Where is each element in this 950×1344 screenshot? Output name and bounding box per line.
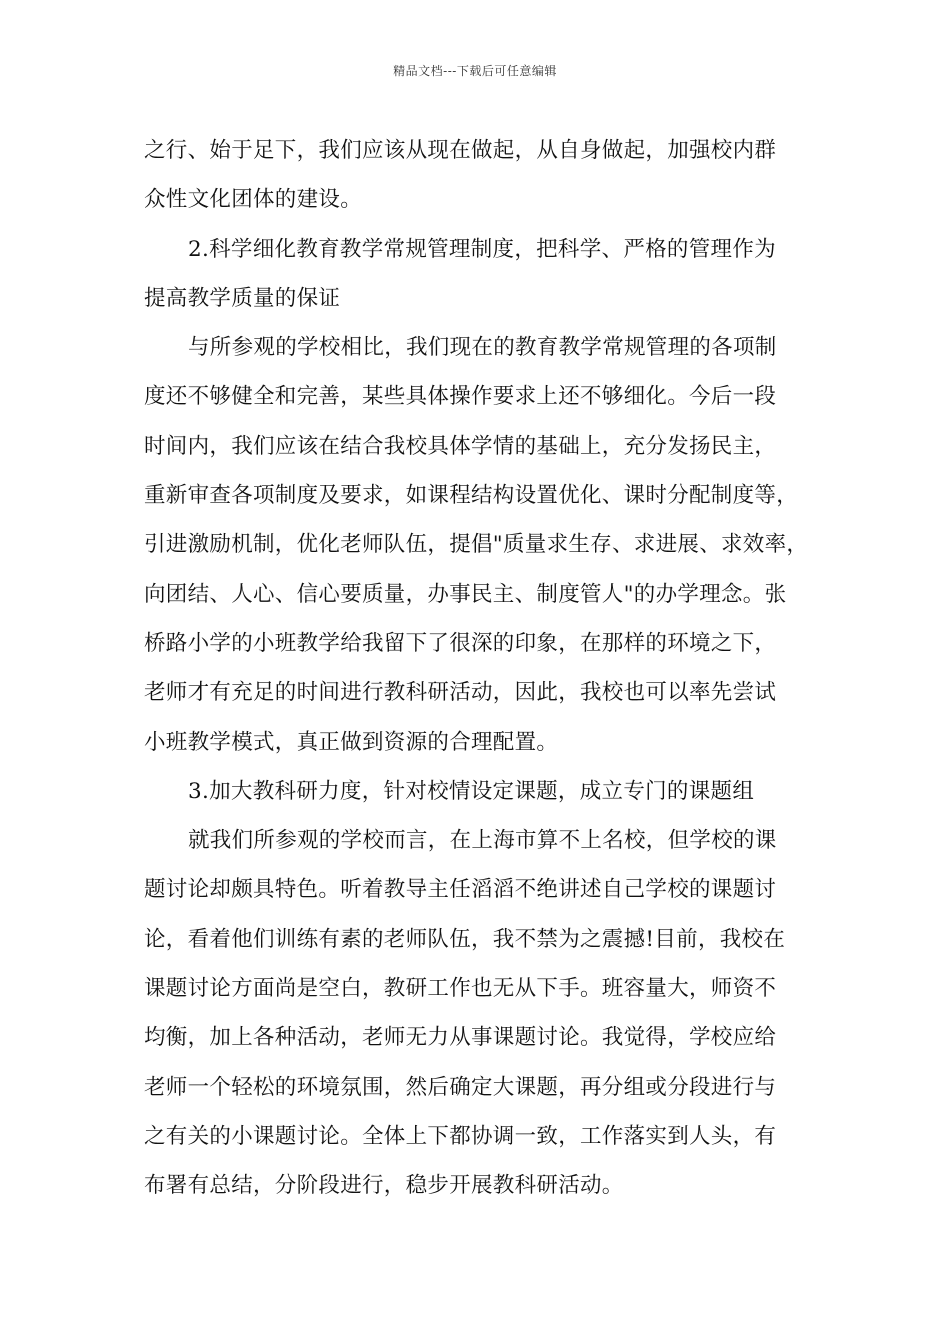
- text-line: 老师一个轻松的环境氛围，然后确定大课题，再分组或分段进行与: [144, 1074, 777, 1100]
- page-header: 精品文档---下载后可任意编辑: [393, 64, 557, 78]
- text-line: 均衡，加上各种活动，老师无力从事课题讨论。我觉得，学校应给: [144, 1025, 777, 1051]
- section-heading: 2.科学细化教育教学常规管理制度，把科学、严格的管理作为: [188, 236, 776, 262]
- text-line: 重新审查各项制度及要求，如课程结构设置优化、课时分配制度等，: [144, 483, 799, 509]
- text-line: 之有关的小课题讨论。全体上下都协调一致，工作落实到人头，有: [144, 1123, 777, 1149]
- text-line: 题讨论却颇具特色。听着教导主任滔滔不绝讲述自己学校的课题讨: [144, 877, 777, 903]
- section-heading-cont: 提高教学质量的保证: [144, 285, 341, 311]
- text-line: 老师才有充足的时间进行教科研活动，因此，我校也可以率先尝试: [144, 680, 777, 706]
- text-line: 课题讨论方面尚是空白，教研工作也无从下手。班容量大，师资不: [144, 976, 777, 1002]
- text-line: 众性文化团体的建设。: [144, 187, 363, 213]
- text-line: 布署有总结，分阶段进行，稳步开展教科研活动。: [144, 1173, 624, 1199]
- text-line: 之行、始于足下，我们应该从现在做起，从自身做起，加强校内群: [144, 138, 777, 163]
- text-line: 向团结、人心、信心要质量，办事民主、制度管人"的办学理念。张: [144, 581, 787, 607]
- text-line: 小班教学模式，真正做到资源的合理配置。: [144, 729, 559, 755]
- text-line: 论，看着他们训练有素的老师队伍，我不禁为之震撼!目前，我校在: [144, 926, 786, 952]
- text-line: 桥路小学的小班教学给我留下了很深的印象，在那样的环境之下，: [144, 630, 777, 656]
- text-line: 引进激励机制，优化老师队伍，提倡"质量求生存、求进展、求效率，: [144, 532, 809, 558]
- body-text: [144, 126, 816, 1211]
- text-line: 度还不够健全和完善，某些具体操作要求上还不够细化。今后一段: [144, 384, 777, 410]
- section-heading: 3.加大教科研力度，针对校情设定课题，成立专门的课题组: [188, 778, 755, 804]
- paragraph-start: 就我们所参观的学校而言，在上海市算不上名校，但学校的课: [188, 828, 777, 854]
- text-line: 时间内，我们应该在结合我校具体学情的基础上，充分发扬民主，: [144, 433, 777, 459]
- paragraph-start: 与所参观的学校相比，我们现在的教育教学常规管理的各项制: [188, 335, 777, 361]
